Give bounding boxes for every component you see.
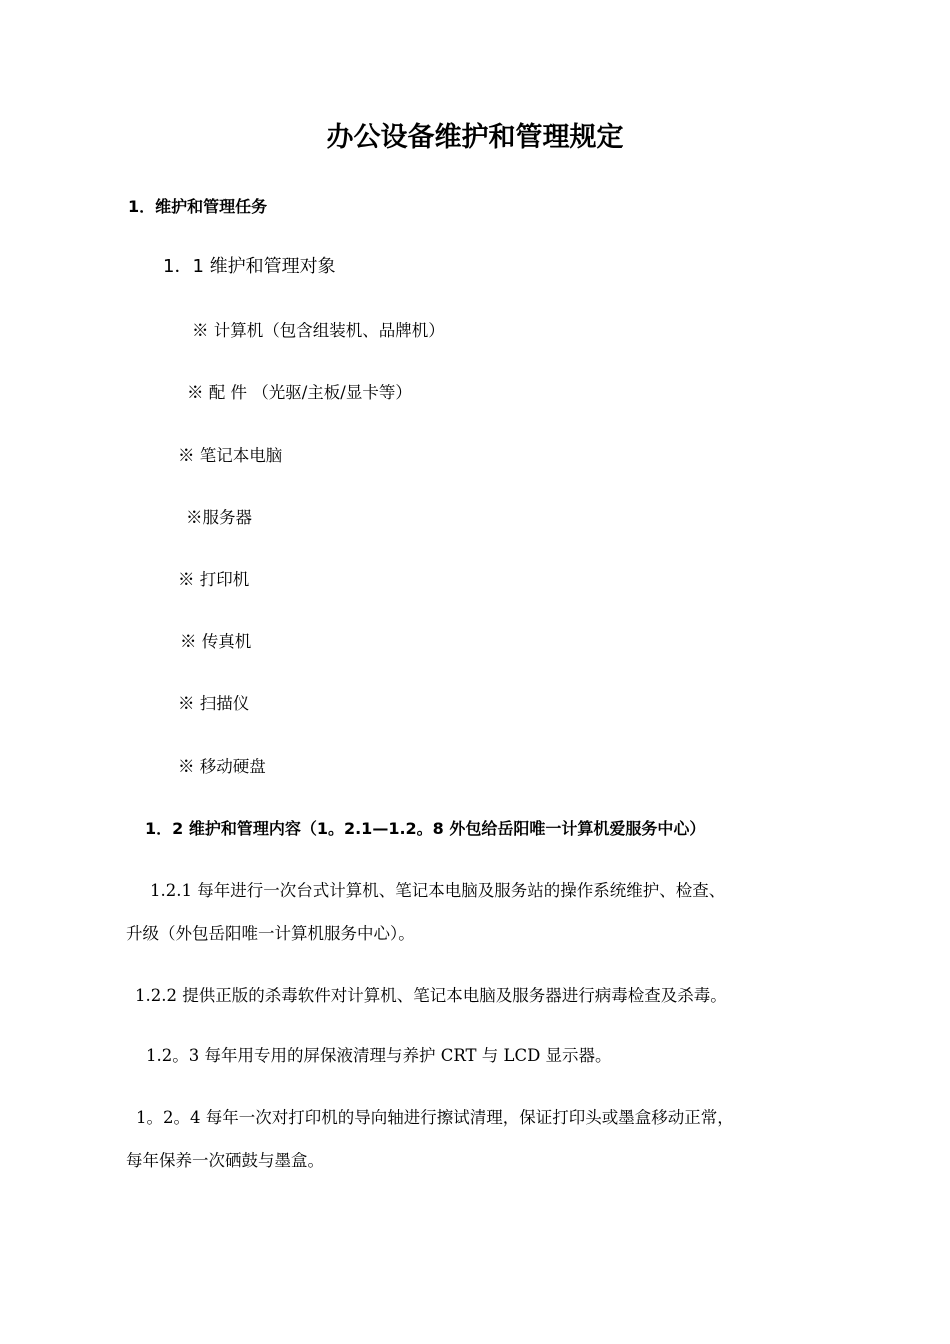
paragraph-1-2-4-line-1: 1。2。4 每年一次对打印机的导向轴进行擦试清理，保证打印头或墨盒移动正常， bbox=[136, 1108, 734, 1127]
list-item: ※ 计算机（包含组装机、品牌机） bbox=[192, 321, 445, 340]
section-1-2-heading: 1．2 维护和管理内容（1。2.1—1.2。8 外包给岳阳唯一计算机爱服务中心） bbox=[145, 819, 706, 838]
paragraph-1-2-1-line-2: 升级（外包岳阳唯一计算机服务中心）。 bbox=[126, 924, 415, 943]
list-item: ※ 扫描仪 bbox=[178, 694, 250, 713]
list-item: ※ 配 件 （光驱/主板/显卡等） bbox=[187, 383, 412, 402]
paragraph-1-2-2: 1.2.2 提供正版的杀毒软件对计算机、笔记本电脑及服务器进行病毒检查及杀毒。 bbox=[135, 986, 727, 1005]
list-item: ※服务器 bbox=[186, 508, 252, 527]
section-1-heading: 1．维护和管理任务 bbox=[128, 197, 268, 216]
list-item: ※ 移动硬盘 bbox=[178, 757, 266, 776]
list-item: ※ 打印机 bbox=[178, 570, 250, 589]
section-1-1-heading: 1．1 维护和管理对象 bbox=[163, 256, 336, 277]
list-item: ※ 传真机 bbox=[180, 632, 252, 651]
list-item: ※ 笔记本电脑 bbox=[178, 446, 283, 465]
paragraph-1-2-3: 1.2。3 每年用专用的屏保液清理与养护 CRT 与 LCD 显示器。 bbox=[146, 1046, 612, 1065]
document-title: 办公设备维护和管理规定 bbox=[326, 122, 624, 153]
paragraph-1-2-4-line-2: 每年保养一次硒鼓与墨盒。 bbox=[126, 1151, 324, 1170]
paragraph-1-2-1-line-1: 1.2.1 每年进行一次台式计算机、笔记本电脑及服务站的操作系统维护、检查、 bbox=[150, 881, 726, 900]
